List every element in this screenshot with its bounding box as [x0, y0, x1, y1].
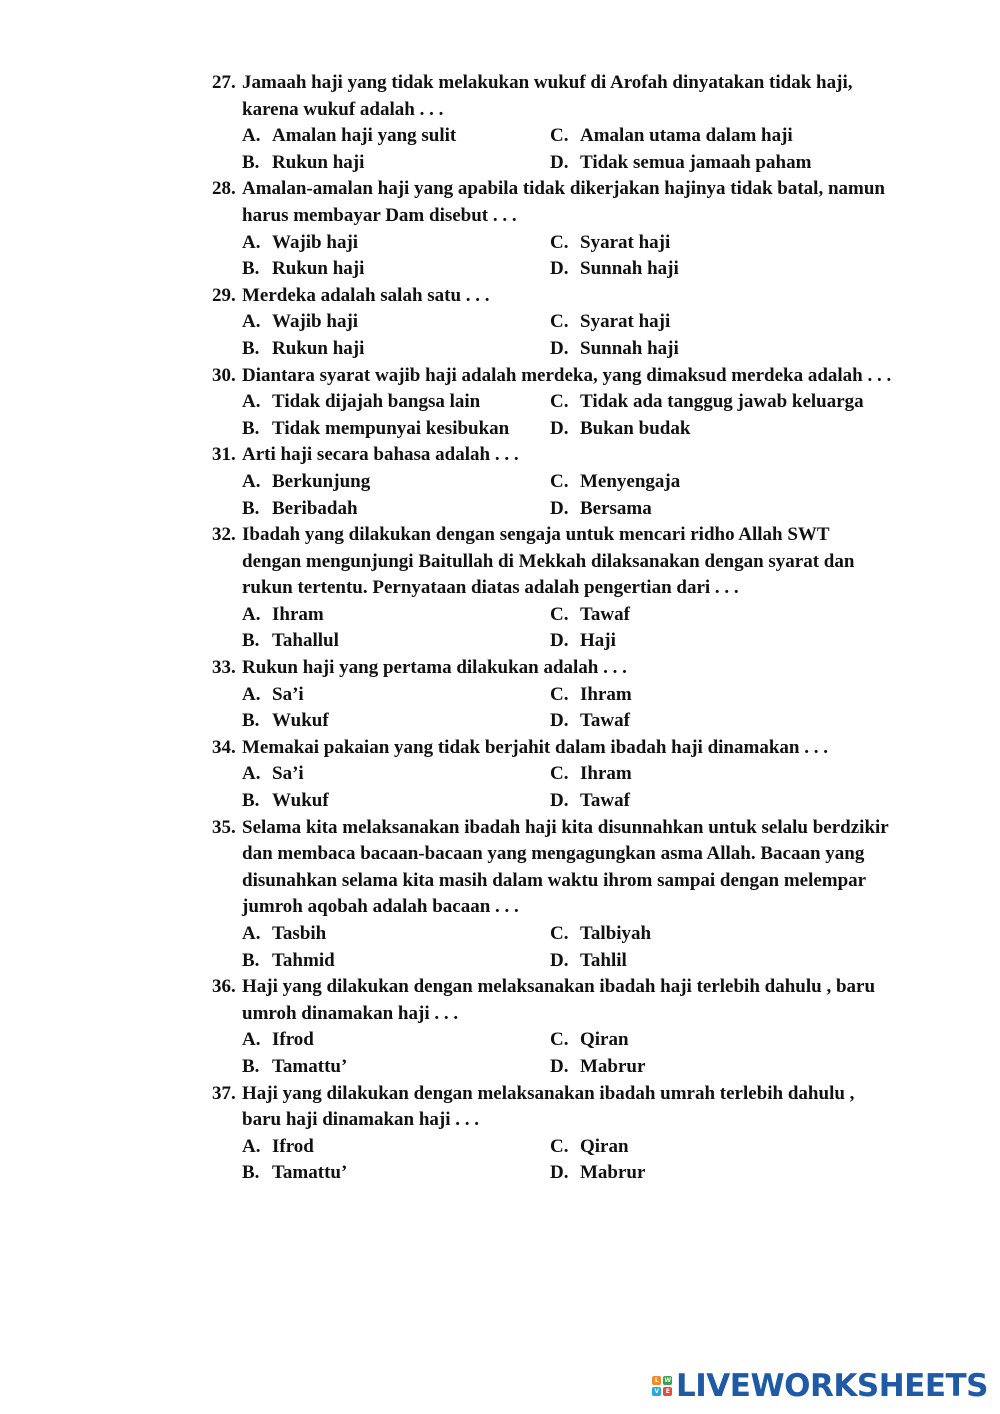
answer-option[interactable] — [242, 496, 550, 523]
question-text: Jamaah haji yang tidak melakukan wukuf di Arofah dinyatakan tidak haji, karena wukuf adalah . . . — [242, 72, 853, 120]
question-number: 35. — [212, 816, 236, 838]
brand-text: LIVEWORKSHEETS — [676, 1368, 988, 1404]
question-number: 33. — [212, 657, 236, 679]
question-text: Diantara syarat wajib haji adalah merdeka, yang dimaksud merdeka adalah . . . — [242, 364, 892, 386]
option-letter: C. — [550, 391, 569, 413]
option-letter: D. — [550, 1162, 569, 1184]
question-text: Haji yang dilakukan dengan melaksanakan ibadah umrah terlebih dahulu , baru haji dinamakan haji . . . — [242, 1082, 855, 1131]
option-letter: A. — [242, 311, 261, 333]
question-31 — [212, 442, 892, 522]
option-text: Mabrur — [580, 1055, 646, 1077]
option-text: Sa’i — [272, 763, 304, 785]
answer-options — [242, 1027, 892, 1080]
question-number: 28. — [212, 178, 236, 200]
option-letter: A. — [242, 470, 261, 492]
option-letter: A. — [242, 603, 261, 625]
question-36 — [212, 974, 892, 1080]
option-letter: A. — [242, 923, 261, 944]
option-letter: D. — [550, 497, 569, 519]
option-letter: C. — [550, 923, 569, 944]
option-text: Tahlil — [580, 949, 627, 971]
option-letter: A. — [242, 391, 261, 413]
question-number: 32. — [212, 524, 236, 546]
answer-option[interactable] — [242, 602, 550, 629]
option-text: Rukun haji — [272, 151, 365, 173]
question-number: 29. — [212, 284, 236, 306]
answer-options — [242, 602, 892, 655]
option-letter: C. — [550, 1135, 569, 1157]
option-text: Syarat haji — [580, 311, 671, 333]
option-text: Ifrod — [272, 1135, 314, 1157]
logo-square: L — [652, 1376, 661, 1385]
option-text: Qiran — [580, 1135, 629, 1157]
logo-square: E — [663, 1387, 672, 1396]
option-letter: B. — [242, 497, 260, 519]
answer-option[interactable] — [550, 761, 910, 788]
answer-option[interactable] — [550, 150, 910, 177]
answer-option[interactable] — [550, 1054, 910, 1081]
worksheet — [212, 70, 892, 1187]
answer-option[interactable] — [550, 230, 910, 257]
answer-option[interactable] — [550, 921, 910, 948]
option-letter: C. — [550, 231, 569, 253]
question-text: Ibadah yang dilakukan dengan sengaja untuk mencari ridho Allah SWT dengan mengunjungi Baitullah di Mekkah dilaksanakan dengan syarat dan rukun tertentu. Pernyataan diatas adalah pengertian dari . . . — [242, 524, 855, 599]
option-letter: A. — [242, 231, 261, 253]
option-letter: B. — [242, 710, 260, 732]
option-text: Ihram — [272, 603, 324, 625]
answer-option[interactable] — [550, 416, 910, 443]
option-letter: B. — [242, 790, 260, 812]
answer-option[interactable] — [550, 469, 910, 496]
answer-option[interactable] — [550, 788, 910, 815]
option-text: Tidak ada tanggug jawab keluarga — [580, 391, 864, 413]
question-text: Haji yang dilakukan dengan melaksanakan ibadah haji terlebih dahulu , baru umroh dinamakan haji . . . — [242, 976, 876, 1024]
logo-square: V — [652, 1387, 661, 1396]
option-text: Ihram — [580, 763, 632, 785]
option-text: Wajib haji — [272, 231, 359, 253]
option-letter: C. — [550, 683, 569, 705]
question-text: Selama kita melaksanakan ibadah haji kita disunnahkan untuk selalu berdzikir dan membaca bacaan-bacaan yang mengagungkan asma Allah. Bacaan yang disunahkan selama kita masih dalam waktu ihrom sampai dengan melempar jumroh aqobah adalah bacaan . . . — [242, 816, 889, 918]
option-text: Sunnah haji — [580, 258, 679, 280]
option-text: Tidak mempunyai kesibukan — [272, 417, 510, 439]
answer-option[interactable] — [242, 389, 550, 416]
question-text: Merdeka adalah salah satu . . . — [242, 284, 490, 306]
option-text: Talbiyah — [580, 923, 652, 944]
option-text: Sa’i — [272, 683, 304, 705]
option-letter: C. — [550, 125, 569, 147]
answer-option[interactable] — [550, 309, 910, 336]
option-letter: A. — [242, 763, 261, 785]
answer-option[interactable] — [242, 230, 550, 257]
option-letter: D. — [550, 417, 569, 439]
option-text: Ifrod — [272, 1029, 314, 1051]
answer-option[interactable] — [550, 1160, 910, 1187]
question-number: 27. — [212, 72, 236, 93]
option-letter: B. — [242, 151, 260, 173]
option-text: Wajib haji — [272, 311, 359, 333]
answer-option[interactable] — [242, 1160, 550, 1187]
question-number: 34. — [212, 736, 236, 758]
option-letter: D. — [550, 790, 569, 812]
question-34 — [212, 735, 892, 815]
answer-option[interactable] — [242, 708, 550, 735]
option-letter: A. — [242, 683, 261, 705]
option-letter: D. — [550, 258, 569, 280]
logo-square: W — [664, 1377, 671, 1384]
liveworksheets-logo[interactable] — [652, 1368, 988, 1404]
answer-options — [242, 230, 892, 283]
option-text: Tawaf — [580, 710, 630, 732]
question-32 — [212, 522, 892, 655]
answer-options — [242, 123, 892, 176]
option-text: Tidak semua jamaah paham — [580, 151, 812, 173]
answer-options — [242, 389, 892, 442]
option-letter: B. — [242, 337, 260, 359]
option-text: Tamattu’ — [272, 1055, 348, 1077]
option-letter: A. — [242, 1135, 261, 1157]
answer-option[interactable] — [550, 1134, 910, 1161]
answer-options — [242, 469, 892, 522]
option-text: Amalan haji yang sulit — [272, 125, 457, 147]
option-letter: C. — [550, 470, 569, 492]
option-text: Qiran — [580, 1029, 629, 1051]
answer-option[interactable] — [242, 123, 550, 150]
answer-options — [242, 761, 892, 814]
question-37 — [212, 1081, 892, 1187]
option-text: Bersama — [580, 497, 652, 519]
option-letter: D. — [550, 630, 569, 652]
question-number: 30. — [212, 364, 236, 386]
option-letter: D. — [550, 949, 569, 971]
option-text: Sunnah haji — [580, 337, 679, 359]
option-text: Tawaf — [580, 790, 630, 812]
question-29 — [212, 283, 892, 363]
answer-options — [242, 921, 892, 974]
option-text: Beribadah — [272, 497, 358, 519]
answer-option[interactable] — [550, 336, 910, 363]
option-letter: D. — [550, 1055, 569, 1077]
question-30 — [212, 363, 892, 443]
answer-option[interactable] — [550, 389, 910, 416]
option-text: Rukun haji — [272, 337, 365, 359]
answer-option[interactable] — [242, 469, 550, 496]
answer-option[interactable] — [550, 496, 910, 523]
option-text: Amalan utama dalam haji — [580, 125, 793, 147]
option-letter: B. — [242, 258, 260, 280]
option-letter: D. — [550, 151, 569, 173]
answer-option[interactable] — [242, 256, 550, 283]
answer-option[interactable] — [550, 602, 910, 629]
answer-option[interactable] — [242, 788, 550, 815]
option-text: Berkunjung — [272, 470, 371, 492]
option-text: Haji — [580, 630, 616, 652]
option-text: Tahmid — [272, 949, 335, 971]
option-text: Tamattu’ — [272, 1162, 348, 1184]
answer-option[interactable] — [550, 948, 910, 975]
option-text: Rukun haji — [272, 258, 365, 280]
option-text: Menyengaja — [580, 470, 681, 492]
option-letter: D. — [550, 710, 569, 732]
option-letter: C. — [550, 311, 569, 333]
answer-option[interactable] — [242, 921, 550, 948]
question-33 — [212, 655, 892, 735]
answer-option[interactable] — [242, 1027, 550, 1054]
option-text: Syarat haji — [580, 231, 671, 253]
option-letter: B. — [242, 1162, 260, 1184]
option-letter: C. — [550, 1029, 569, 1051]
option-text: Tasbih — [272, 923, 327, 944]
answer-option[interactable] — [242, 682, 550, 709]
option-letter: B. — [242, 417, 260, 439]
question-27 — [212, 70, 892, 176]
answer-option[interactable] — [242, 309, 550, 336]
option-text: Tawaf — [580, 603, 630, 625]
option-letter: A. — [242, 1029, 261, 1051]
answer-option[interactable] — [242, 1054, 550, 1081]
question-text: Arti haji secara bahasa adalah . . . — [242, 444, 519, 466]
answer-option[interactable] — [550, 682, 910, 709]
option-letter: C. — [550, 763, 569, 785]
question-text: Memakai pakaian yang tidak berjahit dalam ibadah haji dinamakan . . . — [242, 736, 828, 758]
option-text: Ihram — [580, 683, 632, 705]
answer-option[interactable] — [550, 708, 910, 735]
option-text: Tahallul — [272, 630, 339, 652]
answer-option[interactable] — [550, 123, 910, 150]
question-number: 37. — [212, 1082, 236, 1104]
answer-options — [242, 1134, 892, 1187]
option-text: Wukuf — [272, 790, 329, 812]
question-35 — [212, 815, 892, 975]
answer-option[interactable] — [242, 150, 550, 177]
option-letter: B. — [242, 1055, 260, 1077]
question-number: 36. — [212, 976, 236, 998]
option-letter: C. — [550, 603, 569, 625]
option-text: Mabrur — [580, 1162, 646, 1184]
answer-options — [242, 309, 892, 362]
answer-option[interactable] — [550, 1027, 910, 1054]
answer-option[interactable] — [242, 336, 550, 363]
question-number: 31. — [212, 444, 236, 466]
option-text: Wukuf — [272, 710, 329, 732]
option-letter: D. — [550, 337, 569, 359]
answer-options — [242, 682, 892, 735]
answer-option[interactable] — [550, 628, 910, 655]
logo-icon — [652, 1376, 672, 1396]
answer-option[interactable] — [242, 628, 550, 655]
question-text: Amalan-amalan haji yang apabila tidak dikerjakan hajinya tidak batal, namun harus membayar Dam disebut . . . — [242, 178, 885, 226]
option-letter: B. — [242, 630, 260, 652]
question-28 — [212, 176, 892, 282]
answer-option[interactable] — [242, 416, 550, 443]
answer-option[interactable] — [242, 948, 550, 975]
option-letter: B. — [242, 949, 260, 971]
option-text: Tidak dijajah bangsa lain — [272, 391, 481, 413]
option-letter: A. — [242, 125, 261, 147]
question-text: Rukun haji yang pertama dilakukan adalah . . . — [242, 657, 627, 679]
option-text: Bukan budak — [580, 417, 691, 439]
answer-option[interactable] — [550, 256, 910, 283]
answer-option[interactable] — [242, 761, 550, 788]
answer-option[interactable] — [242, 1134, 550, 1161]
